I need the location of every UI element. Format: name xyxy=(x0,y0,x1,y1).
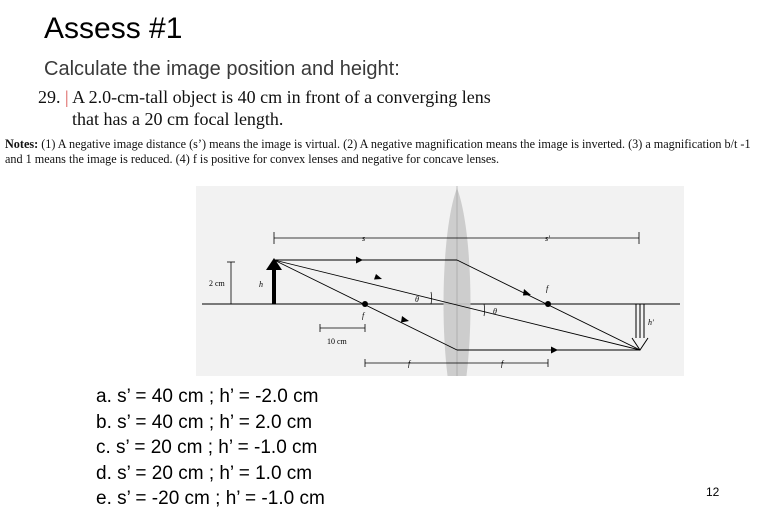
lens-ray-diagram xyxy=(196,186,684,376)
problem-number: 29. xyxy=(38,87,61,107)
label-f-bottom-left: f xyxy=(408,359,411,368)
problem-line-2: that has a 20 cm focal length. xyxy=(72,109,284,129)
problem-statement xyxy=(38,86,491,130)
label-h: h xyxy=(259,280,263,289)
choice-e[interactable]: e. s’ = -20 cm ; h’ = -1.0 cm xyxy=(96,488,325,509)
notes-text: (1) A negative image distance (s’) means the image is virtual. (2) A negative magnification means the image is inverted. (3) a magnification b/t -1 and 1 means the image is reduced. (4) f is positive for convex lenses and negative for concave lenses. xyxy=(5,137,751,166)
focal-point-right xyxy=(545,301,551,307)
notes-label: Notes: xyxy=(5,137,39,151)
notes xyxy=(5,137,761,167)
slide-title: Assess #1 xyxy=(44,12,183,45)
problem-line-1: A 2.0-cm-tall object is 40 cm in front of a converging lens xyxy=(72,87,491,107)
choice-b[interactable]: b. s’ = 40 cm ; h’ = 2.0 cm xyxy=(96,411,313,433)
choice-d[interactable]: d. s’ = 20 cm ; h’ = 1.0 cm xyxy=(96,462,313,484)
label-s-prime: s′ xyxy=(545,234,550,243)
label-10cm: 10 cm xyxy=(327,337,347,346)
answer-choices xyxy=(96,384,325,512)
label-f-bottom-right: f xyxy=(501,359,504,368)
label-f-right: f xyxy=(546,284,549,293)
slide-subtitle: Calculate the image position and height: xyxy=(44,58,400,80)
choice-a[interactable]: a. s’ = 40 cm ; h’ = -2.0 cm xyxy=(96,386,319,407)
diagram-background xyxy=(196,186,684,376)
focal-point-left xyxy=(362,301,368,307)
label-s: s xyxy=(362,234,366,243)
page-number: 12 xyxy=(706,485,720,499)
label-f-left: f xyxy=(362,311,365,320)
label-h-prime: h′ xyxy=(648,318,654,327)
label-2cm: 2 cm xyxy=(209,279,225,288)
label-theta-left: θ xyxy=(415,295,419,304)
problem-marker: | xyxy=(65,87,69,107)
choice-c[interactable]: c. s’ = 20 cm ; h’ = -1.0 cm xyxy=(96,437,318,458)
label-theta-right: θ xyxy=(493,307,497,316)
